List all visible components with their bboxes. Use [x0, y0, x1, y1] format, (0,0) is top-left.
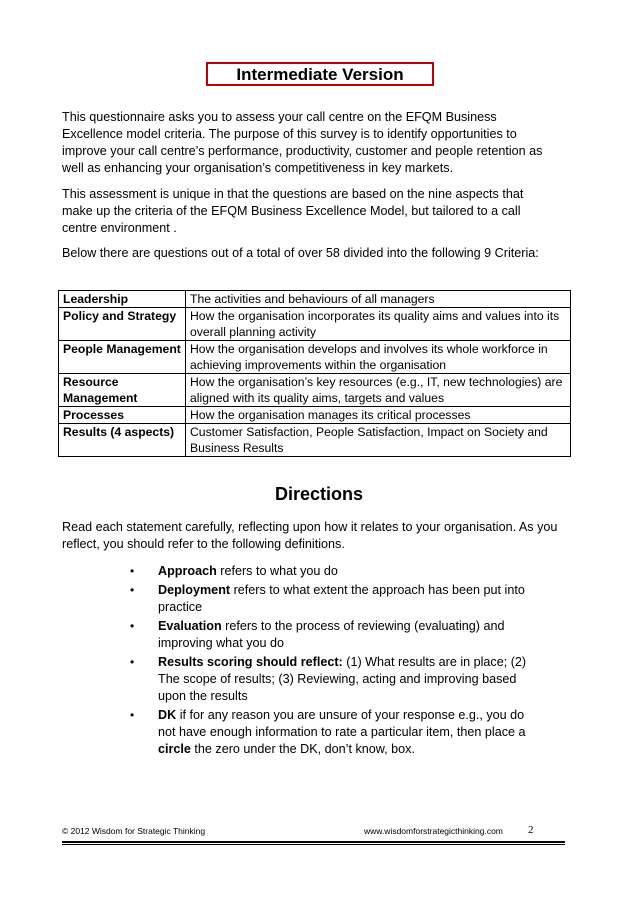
bullet-icon: • [130, 564, 135, 578]
criterion-name: Processes [59, 407, 186, 424]
criterion-description: How the organisation’s key resources (e.g., IT, new technologies) are aligned with its quality aims, targets and values [186, 374, 571, 407]
table-row [59, 341, 571, 374]
definition-term: Evaluation [158, 619, 222, 633]
criterion-description: The activities and behaviours of all managers [186, 291, 571, 308]
definition-text: refers to what extent the approach has been put into practice [158, 583, 525, 614]
bullet-icon: • [130, 708, 135, 722]
definition-term: DK [158, 708, 177, 722]
criteria-table [58, 290, 571, 457]
footer-divider [62, 841, 565, 843]
page-title: Intermediate Version [206, 62, 434, 86]
definitions-list [130, 563, 540, 760]
list-item [130, 654, 540, 705]
page-number: 2 [528, 824, 534, 836]
intro-paragraph-1: This questionnaire asks you to assess your call centre on the EFQM Business Excellence model criteria. The purpose of this survey is to identify opportunities to improve your call centre’s performance, productivity, customer and people retention as well as enhancing your organisation’s competitiveness in key markets. [62, 110, 543, 175]
criterion-name: Policy and Strategy [59, 308, 186, 341]
definition-term: Approach [158, 564, 217, 578]
criterion-description: Customer Satisfaction, People Satisfaction, Impact on Society and Business Results [190, 425, 548, 455]
table-row [59, 308, 571, 341]
definition-term: Results scoring should reflect: [158, 655, 343, 669]
list-item [130, 707, 540, 758]
bullet-icon: • [130, 655, 135, 669]
intro-paragraph-2: This assessment is unique in that the questions are based on the nine aspects that make up the criteria of the EFQM Business Excellence Model, but tailored to a call centre environment . [62, 187, 524, 235]
definition-emphasis: circle [158, 742, 191, 756]
footer-website: www.wisdomforstrategicthinking.com [364, 826, 503, 836]
criterion-name: Results (4 aspects) [59, 424, 186, 457]
definition-text: if for any reason you are unsure of your response e.g., you do not have enough information to rate a particular item, then place a [158, 708, 526, 739]
bullet-icon: • [130, 619, 135, 633]
criterion-description: How the organisation develops and involves its whole workforce in achieving improvements within the organisation [186, 341, 571, 374]
directions-intro: Read each statement carefully, reflecting upon how it relates to your organisation. As you reflect, you should refer to the following definitions. [62, 520, 558, 551]
definition-text: refers to what you do [216, 564, 338, 578]
definition-text: (1) What results are in place; (2) The scope of results; (3) Reviewing, acting and improving based upon the results [158, 655, 527, 703]
table-row [59, 407, 571, 424]
footer-divider [62, 844, 565, 845]
intro-paragraph-3: Below there are questions out of a total of over 58 divided into the following 9 Criteria: [62, 246, 539, 260]
criterion-description: How the organisation incorporates its quality aims and values into its overall planning activity [186, 308, 571, 341]
criterion-description: How the organisation manages its critical processes [186, 407, 571, 424]
criterion-name: Resource Management [59, 374, 186, 407]
criterion-name: Leadership [59, 291, 186, 308]
definition-text: the zero under the DK, don’t know, box. [190, 742, 415, 756]
footer-copyright: © 2012 Wisdom for Strategic Thinking [62, 826, 206, 836]
definition-text: refers to the process of reviewing (evaluating) and improving what you do [158, 619, 505, 650]
directions-heading: Directions [274, 484, 364, 504]
list-item [130, 618, 540, 652]
bullet-icon: • [130, 583, 135, 597]
definition-term: Deployment [158, 583, 231, 597]
table-row [59, 374, 571, 407]
table-row [59, 291, 571, 308]
table-row [59, 424, 571, 457]
list-item [130, 582, 540, 616]
list-item [130, 563, 540, 580]
criterion-name: People Management [59, 341, 186, 374]
